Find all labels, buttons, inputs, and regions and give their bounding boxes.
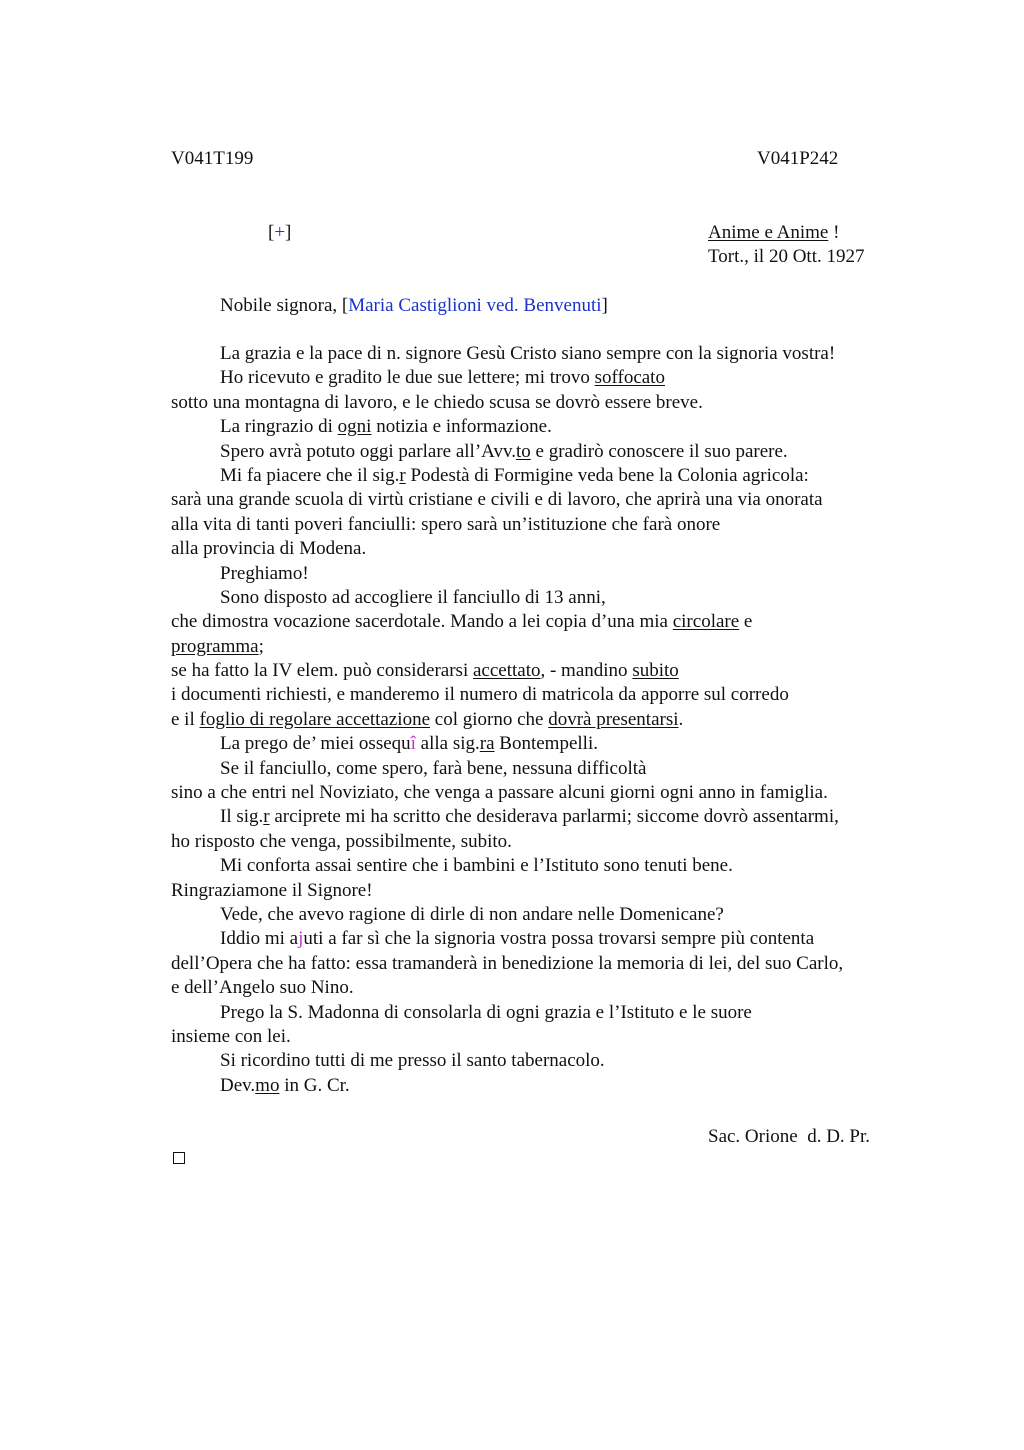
place-date: Tort., il 20 Ott. 1927: [708, 246, 865, 267]
body-line: Il sig.r arciprete mi ha scritto che desiderava parlarmi; siccome dovrò assentarmi,: [220, 806, 839, 828]
body-line: che dimostra vocazione sacerdotale. Mando a lei copia d’una mia circolare e: [171, 611, 753, 633]
body-line: La ringrazio di ogni notizia e informazione.: [220, 416, 552, 438]
cross-open-bracket: [: [268, 222, 275, 243]
body-line: Mi fa piacere che il sig.r Podestà di Formigine veda bene la Colonia agricola:: [220, 464, 809, 486]
body-line: Mi conforta assai sentire che i bambini e l’Istituto sono tenuti bene.: [220, 855, 733, 877]
cross-close-bracket: ]: [285, 222, 292, 243]
salutation-close-bracket: ]: [601, 295, 608, 316]
motto-mark: !: [828, 222, 840, 243]
body-line: Prego la S. Madonna di consolarla di ogni grazia e l’Istituto e le suore: [220, 1001, 752, 1023]
body-line: Sono disposto ad accogliere il fanciullo di 13 anni,: [220, 586, 606, 608]
body-line: alla vita di tanti poveri fanciulli: spero sarà un’istituzione che farà onore: [171, 513, 721, 535]
body-line: Se il fanciullo, come spero, farà bene, nessuna difficoltà: [220, 757, 647, 779]
body-line: insieme con lei.: [171, 1025, 291, 1047]
body-line: Iddio mi ajuti a far sì che la signoria vostra possa trovarsi sempre più contenta: [220, 928, 815, 950]
body-line: Dev.mo in G. Cr.: [220, 1074, 350, 1096]
body-line: Si ricordino tutti di me presso il santo tabernacolo.: [220, 1050, 605, 1072]
motto-text: Anime e Anime: [708, 222, 829, 243]
document-code-right: V041P242: [757, 148, 839, 169]
body-line: La prego de’ miei ossequî alla sig.ra Bontempelli.: [220, 733, 598, 755]
body-line: i documenti richiesti, e manderemo il numero di matricola da apporre sul corredo: [171, 684, 789, 706]
body-line: dell’Opera che ha fatto: essa tramanderà in benedizione la memoria di lei, del suo Carlo,: [171, 952, 844, 974]
body-line: Ho ricevuto e gradito le due sue lettere; mi trovo soffocato: [220, 367, 665, 389]
document-code-left: V041T199: [171, 148, 254, 169]
body-line: e il foglio di regolare accettazione col giorno che dovrà presentarsi.: [171, 708, 684, 730]
signature: Sac. Orione d. D. Pr.: [708, 1126, 871, 1147]
body-line: alla provincia di Modena.: [171, 538, 367, 560]
letter-body: [171, 342, 911, 1098]
body-line: sarà una grande scuola di virtù cristiane e civili e di lavoro, che aprirà una via onorata: [171, 489, 823, 511]
body-line: ho risposto che venga, possibilmente, subito.: [171, 830, 512, 852]
body-line: Spero avrà potuto oggi parlare all’Avv.to e gradirò conoscere il suo parere.: [220, 440, 788, 462]
body-line: Preghiamo!: [220, 562, 309, 584]
body-line: programma;: [171, 635, 264, 657]
body-line: Ringraziamone il Signore!: [171, 879, 373, 901]
cross-mark: [268, 221, 291, 245]
cross-icon: +: [274, 222, 286, 243]
body-line: La grazia e la pace di n. signore Gesù Cristo siano sempre con la signoria vostra!: [220, 343, 836, 364]
body-line: sotto una montagna di lavoro, e le chiedo scusa se dovrò essere breve.: [171, 391, 703, 413]
salutation: [220, 294, 608, 318]
body-line: Vede, che avevo ragione di dirle di non andare nelle Domenicane?: [220, 903, 724, 925]
recipient-name: Maria Castiglioni ved. Benvenuti: [348, 295, 602, 316]
square-outline-icon: [173, 1152, 185, 1164]
body-line: se ha fatto la IV elem. può considerarsi accettato, - mandino subito: [171, 660, 679, 682]
salutation-text: Nobile signora,: [220, 295, 342, 316]
motto: [708, 221, 839, 245]
salutation-open-bracket: [: [341, 295, 349, 316]
body-line: sino a che entri nel Noviziato, che venga a passare alcuni giorni ogni anno in famiglia.: [171, 782, 828, 804]
body-line: e dell’Angelo suo Nino.: [171, 977, 354, 999]
